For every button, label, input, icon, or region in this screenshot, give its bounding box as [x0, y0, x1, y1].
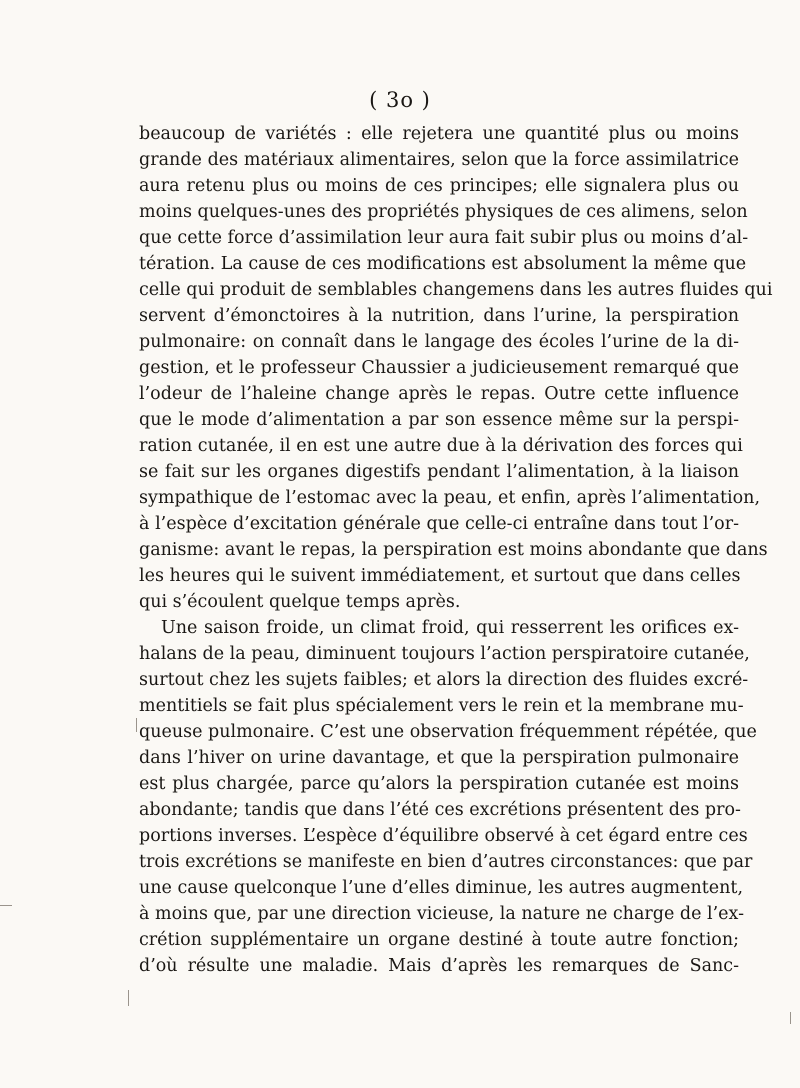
- text-line: Une saison froide, un climat froid, qui resserrent les orifices ex-: [161, 618, 739, 638]
- text-line: trois excrétions se manifeste en bien d’autres circonstances: que par: [139, 852, 753, 872]
- text-line: portions inverses. L’espèce d’équilibre observé à cet égard entre ces: [139, 826, 748, 846]
- page-number: ( 3o ): [369, 88, 431, 112]
- text-line: dans l’hiver on urine davantage, et que la perspiration pulmonaire: [139, 748, 739, 768]
- text-line: se fait sur les organes digestifs pendant l’alimentation, à la liaison: [139, 462, 739, 482]
- text-line: queuse pulmonaire. C’est une observation fréquemment répétée, que: [139, 722, 757, 742]
- text-line: halans de la peau, diminuent toujours l’action perspiratoire cutanée,: [139, 644, 750, 664]
- text-line: crétion supplémentaire un organe destiné à toute autre fonction;: [139, 930, 739, 950]
- margin-mark: [0, 905, 12, 906]
- text-line: à l’espèce d’excitation générale que celle-ci entraîne dans tout l’or-: [139, 514, 739, 534]
- text-line: abondante; tandis que dans l’été ces excrétions présentent des pro-: [139, 800, 741, 820]
- text-line: celle qui produit de semblables changemens dans les autres fluides qui: [139, 280, 773, 300]
- text-line: mentitiels se fait plus spécialement vers le rein et la membrane mu-: [139, 696, 744, 716]
- text-line: qui s’écoulent quelque temps après.: [139, 592, 461, 612]
- text-line: grande des matériaux alimentaires, selon que la force assimilatrice: [139, 150, 739, 170]
- margin-mark: [136, 718, 137, 732]
- text-line: sympathique de l’estomac avec la peau, et enfin, après l’alimentation,: [139, 488, 761, 508]
- margin-mark: [128, 990, 129, 1006]
- text-line: d’où résulte une maladie. Mais d’après les remarques de Sanc-: [139, 956, 739, 976]
- text-line: beaucoup de variétés : elle rejetera une quantité plus ou moins: [139, 124, 739, 144]
- text-line: surtout chez les sujets faibles; et alors la direction des fluides excré-: [139, 670, 749, 690]
- text-line: pulmonaire: on connaît dans le langage des écoles l’urine de la di-: [139, 332, 739, 352]
- text-line: une cause quelconque l’une d’elles diminue, les autres augmentent,: [139, 878, 744, 898]
- text-line: servent d’émonctoires à la nutrition, dans l’urine, la perspiration: [139, 306, 739, 326]
- margin-mark: [790, 1012, 791, 1024]
- text-line: moins quelques-unes des propriétés physiques de ces alimens, selon: [139, 202, 748, 222]
- text-line: que le mode d’alimentation a par son essence même sur la perspi-: [139, 410, 739, 430]
- text-line: ganisme: avant le repas, la perspiration est moins abondante que dans: [139, 540, 768, 560]
- text-line: à moins que, par une direction vicieuse, la nature ne charge de l’ex-: [139, 904, 744, 924]
- text-line: est plus chargée, parce qu’alors la perspiration cutanée est moins: [139, 774, 739, 794]
- text-line: ration cutanée, il en est une autre due à la dérivation des forces qui: [139, 436, 743, 456]
- text-line: tération. La cause de ces modifications est absolument la même que: [139, 254, 747, 274]
- text-line: que cette force d’assimilation leur aura fait subir plus ou moins d’al-: [139, 228, 749, 248]
- text-line: gestion, et le professeur Chaussier a judicieusement remarqué que: [139, 358, 739, 378]
- body-text: [139, 121, 773, 979]
- text-line: les heures qui le suivent immédiatement, et surtout que dans celles: [139, 566, 741, 586]
- text-line: l’odeur de l’haleine change après le repas. Outre cette influence: [139, 384, 739, 404]
- text-line: aura retenu plus ou moins de ces principes; elle signalera plus ou: [139, 176, 739, 196]
